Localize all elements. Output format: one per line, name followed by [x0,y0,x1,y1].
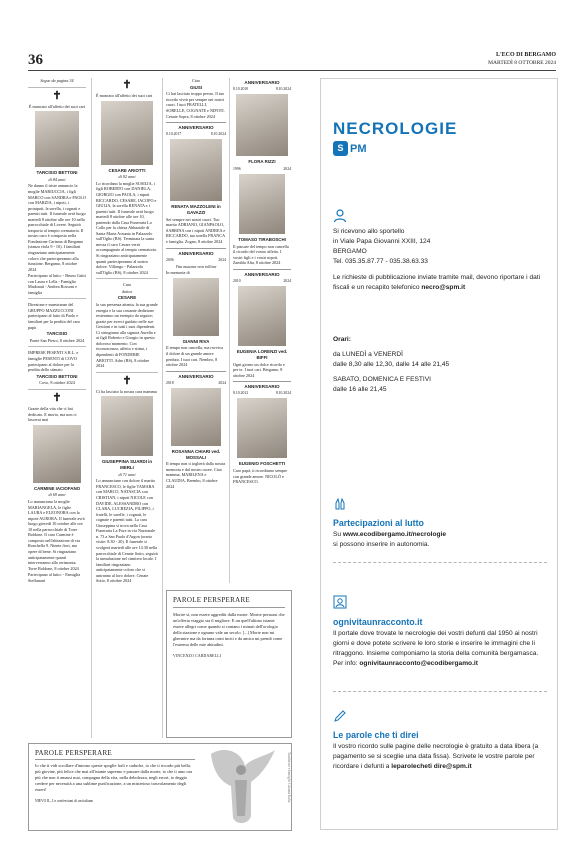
obituary-intro: È mancato all'affetto dei suoi cari [28,103,86,109]
quote-text: Morire sì, non essere aggrediti dalla morte. Morire persuasi che un'offerta viaggio sta il migliore. E un quell'ultimo istante essere allegri come quando si contano i minuti dell'orologio della stazione e ognuno vale un secolo. [...] Morte non mi ghermire ma da fortuna ormi inciti e da amica mi prendi come l'estrema delle mie abitudini. [173,612,285,647]
portrait-photo [101,396,153,456]
deceased-name: ROSANNA CHIARI ved. MOSSALI [171,448,221,460]
anniversary-dates [233,391,291,396]
anniversary-title: ANNIVERSARIO [166,248,226,257]
deceased-name: EUGENIA LORENZI ved. BIFFI [236,348,288,360]
obituary-text: IMPRESE PESENTI S.R.L. e famiglie PESENTI di COVO partecipano al dolore per la perdita dello stimato [28,350,79,373]
obituary-intro: Ciao [192,78,200,83]
deceased-name: TARCISIO BETTONI [36,170,78,176]
cross-icon: ✝ [122,79,132,91]
anniversary-dates [166,258,226,263]
obituary-text: Il passare del tempo non cancella il ricordo del vostro affetto. I vostri figli e i vostri nipoti. Zambla Alta, 8 ottobre 2024 [233,243,289,266]
ognivita-email-link[interactable]: ognivitaunracconto@ecodibergamo.it [359,659,478,667]
divider [96,372,158,373]
obituary-intro: Caro [122,282,132,288]
parole-email-link[interactable]: leparolecheti dire@spm.it [391,762,472,770]
deceased-age: di 92 anni [118,174,136,180]
quote-box-wide [28,743,292,831]
participations-section: Partecipazioni al lutto Su www.ecodibergamo.it/necrologie si possono inserire in autonomia. [333,517,548,550]
portrait-photo [239,174,285,234]
portrait-photo [236,94,288,156]
anniversary-title: ANNIVERSARIO [233,269,291,278]
deceased-age: di 84 anni [48,176,66,182]
publication-date: MARTEDÌ 8 OTTOBRE 2024 [488,59,556,66]
portrait-photo [35,111,79,167]
anniversary-title: ANNIVERSARIO [233,381,291,390]
deceased-name: GIUSI [190,84,202,90]
deceased-name: GIUSEPPINA SUARDI in MERLI [101,459,153,471]
obituary-text: Il tempo non cancella, ma ravviva il dolore di un grande amore perduto. I tuoi cari. Nembro, 8 ottobre 2024 [166,345,223,368]
anniversary-title: ANNIVERSARIO [166,371,226,380]
obituary-column-4 [233,78,291,583]
anniversary-quote: Vita mutatur non tollitur [175,263,217,269]
obituary-intro: Grazie della vita che ci hai dedicato. E morto, ma non ci lascerai mai [28,406,77,423]
date-from: 2010 [233,278,241,283]
obituary-text: Caro papà, ti ricordiamo sempre con grande amore. NICOLÒ e FRANCESCO. [233,468,288,485]
spm-logo-mark: S [333,141,348,156]
deceased-name: CESARE ARIOTTI [108,167,146,173]
quote-box-title: PAROLE PERSPERARE [35,749,113,757]
column-rule [91,78,92,738]
date-from: 8.10.2012 [233,391,249,396]
date-to: 2024 [283,278,291,283]
date-from: 8.10.2010 [233,87,249,92]
divider [28,87,86,88]
deceased-name: GIANNI RIVA [182,338,210,344]
page-number: 36 [28,52,43,68]
portrait-photo [173,278,219,336]
ognivita-section: ognivitaunracconto.it Il portale dove trovate le necrologie dei vostri defunti dal 1950 ai nostri giorni e dove potete scrivere le loro storie e inserire le immagini che li ritraggono. Insieme componiamo la storia della comunità bergamasca. Per info: ognivitaunracconto@ecodibergamo.it [333,616,548,669]
date-from: 1996 [233,166,241,171]
condolences-list: Partecipano al lutto: - Bruno Gritti con Laura e Lella - Famiglia Madonati - Andrea Rossoni e famiglia [28,273,86,295]
deceased-name: CARMINE IACIOFANO [33,485,81,491]
deceased-name: FLORA RIZZI [248,159,276,165]
date-from: 2018 [166,380,174,385]
date-to: 2024 [218,380,226,385]
participations-title: Partecipazioni al lutto [333,518,424,528]
cross-icon: ✝ [122,374,132,387]
anniversary-title: ANNIVERSARIO [166,122,226,131]
office-address: Si ricevono allo sportello in Viale Papa Giovanni XXIII, 124 BERGAMO Tel. 035.35.87.77 - 035.38.63.33 [333,227,548,267]
anniversary-dates [233,279,291,284]
obituary-column-3 [166,78,226,583]
necrologie-title: NECROLOGIE [333,119,458,138]
deceased-name: EUGENIO FOSCHETTI [238,461,286,467]
divider [173,607,285,608]
portrait-photo [237,398,287,458]
portrait-photo [101,101,153,165]
portrait-photo [238,286,286,346]
angel-statue-image [201,746,279,828]
date-to: 8.10.2024 [210,132,226,137]
quote-author: NIEVO IL, Le confessioni di un italiano [35,798,94,803]
dashed-divider [333,562,547,563]
masthead [488,52,556,67]
header-rule [28,70,556,71]
date-to: 8.10.2024 [275,87,291,92]
continued-note: Segue da pagina 34 [40,78,74,83]
obituary-title: dottor [121,288,132,294]
spm-logo-text: PM [350,142,367,155]
parole-title: Le parole che ti direi [333,730,419,740]
divider [35,759,195,760]
portrait-photo [171,388,221,446]
image-credit: Tradizioni e famiglie Catania Italia [287,752,291,803]
deceased-name: RENATA MAZZOLENI in GAVAZZI [171,204,221,215]
date-to: 8.10.2024 [275,391,291,396]
obituary-text: Ne danno il triste annuncio la moglie MARIUCCIA, i figli MARCO con SANDRA e PAOLO con MARZIA, i nipoti, i pronipoti, la sorella, i cognati e parenti tutti. Il funerale avrà luogo martedì 8 ottobre alle ore 10 nella parrocchiale di Lovere. Seguirà trasporto al tempio crematorio. Il nostro caro è composto nella Fondazione Carisma di Bergamo (stanza viola 9 - 10). I familiari ringraziano anticipatamente coloro che parteciperanno alla funzione. Bergamo, 8 ottobre 2024 [28,183,86,272]
anniversary-dates [233,87,291,92]
portrait-photo [170,139,222,201]
obituary-text: Ci hai lasciato troppo presto. Il tuo ricordo vivrà per sempre nei nostri cuori. I tuoi FRATELLI, SORELLE, COGNATE e NIPOTI. Cenate Sopra, 8 ottobre 2024 [166,91,225,119]
quote-box-title: PAROLE PERSPERARE [173,596,251,604]
deceased-name: TARCISIO [46,331,68,337]
phone-number: Tel. 035.35.87.77 - 035.38.63.33 [333,257,428,265]
deceased-name: TARCISIO BETTONI [36,373,78,379]
anniversary-title: ANNIVERSARIO [244,80,280,85]
obituary-text: la sua presenza attenta, la sua grande energia e la sua costante dedizione resteranno un esempio da seguire; grazie per averci guidato nelle sue Gestioni e in tutti i suoi dipendenti. Ci stringiamo alla signora Aurelia e ai figli Roberto e Giorgio in questo doloroso momento. Con riconoscenza, affetto e stima, i dipendenti di FONDERIE ARIOTTI. Adro (BS), 8 ottobre 2024 [96,302,158,369]
column-rule [162,78,163,738]
deceased-name: TOMASO TIRABOSCHI [238,236,286,242]
ognivita-title: ognivitaunracconto.it [333,617,423,627]
portrait-photo [33,425,81,483]
obituary-column-2 [96,78,158,738]
obituary-text: Direzione e maestranze del GRUPPO MAZZUCCONI partecipano al lutto di Paolo e familiari per la perdita del caro papà [28,302,80,330]
column-rule [229,78,230,583]
quote-author: VINCENZO CARDARELLI [173,653,222,658]
obituary-text: Lo annunciano con dolore il marito FRANCESCO, le figlie TAMARA con MARCO, NATASCIA con CRISTIAN, i nipoti NICOLE con DAVIDE, ALESSANDRO con CLARA, LUCREZIA, FILIPPO, i fratelli, le sorelle, i cognati, le cognate e parenti tutti. La cara Giuseppina si trova nella Casa Funeraria La Pace in via Nazionale n. 73 a San Paolo d'Argon (orario visite: 8.30 - 20). Il funerale si svolgerà martedì alle ore 14.30 nella parrocchiale di Cenate Sotto, seguirà la tumulazione nel cimitero locale. I familiari ringraziano anticipatamente coloro che si uniranno al loro dolore. Cenate Sotto, 8 ottobre 2024 [96,478,158,584]
quote-box [166,590,292,738]
obituary-text: Ogni giorno un dolce ricordo e per te. I tuoi cari. Bergamo, 8 ottobre 2024 [233,361,285,378]
anniversary-dates [166,132,226,137]
condolences-list: Partecipano al lutto: - Famiglia Steffanoni [28,572,81,583]
obituary-intro: Ci ha lasciato la nostra cara mamma [96,388,157,394]
necrologie-website-link[interactable]: www.ecodibergamo.it/necrologie [342,531,446,539]
opening-hours-label: Orari: [333,336,351,343]
anniversary-dates [166,381,226,386]
date-from: 8.10.2017 [166,132,182,137]
email-instructions: Le richieste di pubblicazione inviate tramite mail, devono riportare i dati fiscali e un recapito telefonico necro@spm.it [333,274,541,291]
cross-icon: ✝ [52,89,62,102]
portrait-frame-icon [333,595,347,609]
quote-text: Io che ti vidi scrollare d'intorno queste spoglie frali e caduche, io che ti ricordo più bella, più giovine, più felice che mai all'istante supremo e passare dalla morte, io che ti amo ora più che non ti amassi mai, compagna della vita, nella debolezza, negli errori, io deggio credere per necessità a una sublime purificazione, a un misterioso trasvolamento degli esseri! [35,763,193,792]
date-to: 2024 [283,166,291,171]
obituary-text: Il tempo non ti toglierà dalla nostra memoria e dal nostro cuore. Ciao mamma, MARILENA e CLAUDIA. Brembo, 8 ottobre 2024 [166,461,226,489]
obituary-text: Sei sempre nei nostri cuori. Tuo marito ADRIANO, GIANPAOLO, SABRINA con i nipoti ANDREA e RICCARDO, tua sorella FRANCA e famiglia. Zogno, 8 ottobre 2024 [166,216,226,244]
dashed-divider [333,691,547,692]
obituary-text: Lo annunciano la moglie MARIANGELA, le figlie LAURA e ELEONORA con la nipote AURORA. Il funerale avrà luogo giovedì 10 ottobre alle ore 10 nella parrocchiale di Torre Boldone. Il caro Carmine è composto nell'abitazione di via Ronchella 9. Niente fiori, ma opere di bene. Si ringraziano anticipatamente quanti interverranno alla cerimonia. Torre Boldone, 8 ottobre 2024 [28,499,85,571]
date-from: 2006 [166,257,174,262]
obituary-intro: È mancato all'affetto dei suoi cari [96,93,153,98]
obituary-place: Covo, 8 ottobre 2024 [39,380,75,386]
obituary-place: Ponte San Pietro, 8 ottobre 2024 [29,337,85,343]
pen-icon [333,709,347,723]
obituary-text: Lo ricordano la moglie SUSILIA, i figli ROBERTO con DANIELA, GIORGIO con PAOLA, i nipoti RICCARDO, CESARE, IACOPO e GIULIA, la sorella RENATA e i parenti tutti. Il funerale avrà luogo martedì 8 ottobre alle ore 10, partendo dalla Casa Funeraria Lo Collo per la chiesa Abbaziale di Santa Maria Assunta in Palazzolo sull'Oglio (BS). Terminata la santa messa il caro Cesare verrà accompagnato al tempio crematorio. Si ringraziano anticipatamente quanti parteciperanno al nostro dolore. Villongo - Palazzolo sull'Oglio (BS), 8 ottobre 2024 [96,180,158,275]
anniversary-dates [233,167,291,172]
deceased-name: CESARE [117,295,137,301]
person-icon [333,209,347,223]
deceased-age: di 69 anni [48,492,66,498]
publication-name: L'ECO DI BERGAMO [495,52,556,58]
divider [28,389,86,390]
necro-email-link[interactable]: necro@spm.it [421,283,466,291]
cross-icon: ✝ [52,392,62,405]
spm-logo [333,141,367,156]
obituary-column-1 [28,78,86,743]
parole-section: Le parole che ti direi Il vostro ricordo sulle pagine delle necrologie è gratuito a data libera (a pagamento se si sceglie una data fissa). Scrivete le vostre parole per ricordare i defunti a leparolecheti dire@spm.it [333,729,548,772]
hands-icon [333,497,347,511]
divider [28,298,86,299]
divider [28,346,86,347]
divider [96,278,158,279]
deceased-age: di 71 anni [118,471,136,477]
necrologie-info-panel [320,78,558,830]
obituary-intro: In memoria di [166,270,190,276]
opening-hours: Orari: da LUNEDÌ a VENERDÌ dalle 8,30 alle 12,30, dalle 14 alle 21,45 SABATO, DOMENICA E FESTIVI dalle 16 alle 21,45 [333,335,548,394]
date-to: 2024 [218,257,226,262]
